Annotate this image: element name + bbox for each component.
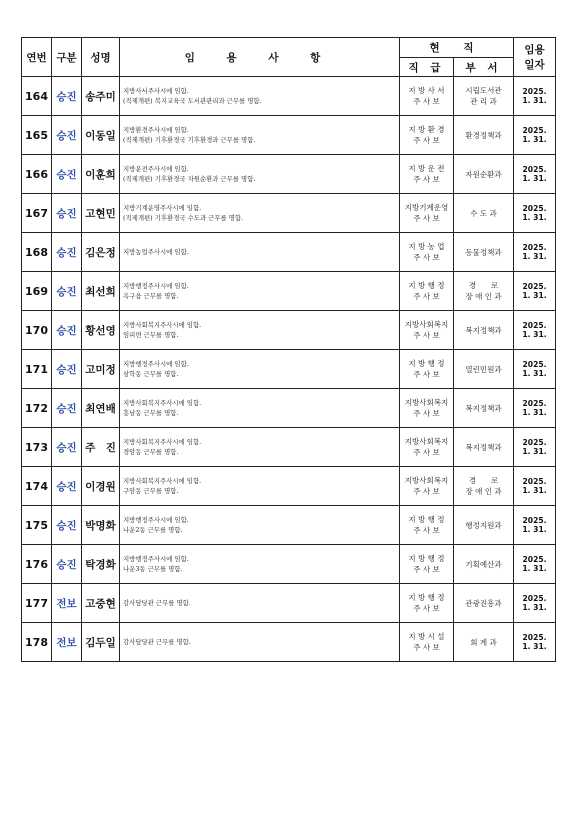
row-date: [514, 467, 556, 506]
row-date-line: 1. 31.: [522, 135, 547, 144]
row-grade-line: 주 사 보: [413, 331, 440, 340]
row-description: [120, 350, 400, 389]
table-row: [22, 77, 556, 116]
row-department: [454, 623, 514, 662]
row-kind: 승진: [52, 428, 82, 467]
row-name: 탁경화: [82, 545, 120, 584]
row-description-line: 옥구읍 근무를 명함.: [123, 292, 179, 300]
row-grade-line: 지 방 농 업: [408, 242, 445, 251]
row-description-line: 지방행정주사시에 임함.: [123, 282, 189, 290]
row-grade: [400, 116, 454, 155]
row-department: [454, 272, 514, 311]
row-date-line: 2025.: [522, 242, 547, 252]
header-dept: 부 서: [454, 58, 514, 77]
row-department-line: 열린민원과: [465, 364, 502, 374]
row-grade: [400, 545, 454, 584]
row-date-line: 2025.: [522, 281, 547, 291]
row-grade-line: 지방사회복지: [404, 437, 449, 446]
row-department-line: 행정지원과: [465, 520, 502, 530]
row-kind: 승진: [52, 116, 82, 155]
row-date: [514, 389, 556, 428]
row-department-line: 경 로: [468, 476, 499, 485]
row-number: 169: [22, 272, 52, 311]
row-description-line: 임피면 근무를 명함.: [123, 331, 179, 339]
row-department: [454, 545, 514, 584]
row-description-line: 지방사서주사시에 임함.: [123, 87, 189, 95]
row-grade-line: 지 방 행 정: [408, 593, 445, 602]
row-grade-line: 주 사 보: [413, 175, 440, 184]
row-date-line: 2025.: [522, 398, 547, 408]
table-row: [22, 623, 556, 662]
row-date-line: 2025.: [522, 359, 547, 369]
row-department-line: 수 도 과: [470, 208, 497, 218]
row-description: [120, 311, 400, 350]
row-grade-line: 주 사 보: [413, 526, 440, 535]
row-department-line: 동물정책과: [465, 247, 502, 257]
row-grade-line: 지 방 시 설: [408, 632, 445, 641]
row-grade-line: 주 사 보: [413, 604, 440, 613]
row-name: 송주미: [82, 77, 120, 116]
row-date: [514, 194, 556, 233]
row-department: [454, 584, 514, 623]
row-kind: 승진: [52, 77, 82, 116]
row-department-line: 시립도서관: [465, 86, 502, 95]
table-body: [22, 77, 556, 662]
row-department-line: 기획예산과: [465, 559, 502, 569]
row-kind: 승진: [52, 311, 82, 350]
row-grade-line: 주 사 보: [413, 448, 440, 457]
row-description-line: 삼학동 근무를 명함.: [123, 370, 179, 378]
row-name: 이동일: [82, 116, 120, 155]
row-kind: 승진: [52, 272, 82, 311]
row-grade-line: 지 방 행 정: [408, 281, 445, 290]
row-name: 고현민: [82, 194, 120, 233]
row-name: 최선희: [82, 272, 120, 311]
row-department: [454, 506, 514, 545]
row-description: [120, 77, 400, 116]
row-kind: 승진: [52, 545, 82, 584]
row-name: 최연배: [82, 389, 120, 428]
row-date-line: 2025.: [522, 515, 547, 525]
row-name: 이훈희: [82, 155, 120, 194]
row-department: [454, 428, 514, 467]
row-grade-line: 지 방 행 정: [408, 515, 445, 524]
row-date-line: 2025.: [522, 437, 547, 447]
row-date-line: 1. 31.: [522, 252, 547, 261]
header-date-top: 임용: [524, 44, 545, 56]
row-description: [120, 623, 400, 662]
row-kind: 승진: [52, 194, 82, 233]
row-department-line: 장 애 인 과: [465, 487, 502, 496]
row-name: 황선영: [82, 311, 120, 350]
row-description-line: 지방운전주사시에 임함.: [123, 165, 189, 173]
row-date-line: 1. 31.: [522, 174, 547, 183]
row-description: [120, 116, 400, 155]
row-date-line: 2025.: [522, 593, 547, 603]
row-grade: [400, 428, 454, 467]
header-date-bottom: 일자: [524, 59, 545, 71]
table-row: [22, 428, 556, 467]
row-date: [514, 623, 556, 662]
row-date-line: 1. 31.: [522, 96, 547, 105]
row-number: 164: [22, 77, 52, 116]
table-row: [22, 506, 556, 545]
row-description: [120, 194, 400, 233]
row-date-line: 2025.: [522, 476, 547, 486]
row-department: [454, 233, 514, 272]
row-number: 171: [22, 350, 52, 389]
row-grade-line: 주 사 보: [413, 409, 440, 418]
row-grade: [400, 389, 454, 428]
header-name: 성명: [82, 38, 120, 77]
row-grade-line: 주 사 보: [413, 643, 440, 652]
row-department: [454, 311, 514, 350]
row-description-line: (직제개편) 기후환경국 수도과 근무를 명함.: [123, 214, 244, 222]
row-description-line: 지방사회복지주사시에 임함.: [123, 399, 202, 407]
row-description-line: 흥남동 근무를 명함.: [123, 409, 179, 417]
row-department-line: 복지정책과: [465, 403, 502, 413]
row-date: [514, 545, 556, 584]
row-department: [454, 350, 514, 389]
header-date: [514, 38, 556, 77]
row-number: 166: [22, 155, 52, 194]
header-no: 연번: [22, 38, 52, 77]
table-row: [22, 272, 556, 311]
row-date-line: 1. 31.: [522, 447, 547, 456]
row-number: 174: [22, 467, 52, 506]
row-grade: [400, 77, 454, 116]
row-kind: 승진: [52, 155, 82, 194]
row-grade-line: 주 사 보: [413, 97, 440, 106]
table-row: [22, 350, 556, 389]
row-number: 168: [22, 233, 52, 272]
row-number: 175: [22, 506, 52, 545]
row-department-line: 경 로: [468, 281, 499, 290]
row-department-line: 복지정책과: [465, 442, 502, 452]
row-date: [514, 506, 556, 545]
row-description: [120, 155, 400, 194]
row-kind: 전보: [52, 623, 82, 662]
row-date-line: 2025.: [522, 203, 547, 213]
row-kind: 승진: [52, 467, 82, 506]
row-grade-line: 주 사 보: [413, 292, 440, 301]
row-department-line: 관광진흥과: [465, 598, 502, 608]
row-number: 176: [22, 545, 52, 584]
row-description: [120, 272, 400, 311]
row-date-line: 1. 31.: [522, 330, 547, 339]
row-description-line: 경암동 근무를 명함.: [123, 448, 179, 456]
row-description-line: 지방사회복지주사시에 임함.: [123, 321, 202, 329]
row-description-line: (직제개편) 복지교육국 도서관관리과 근무를 명함.: [123, 97, 262, 105]
row-number: 167: [22, 194, 52, 233]
row-date: [514, 428, 556, 467]
row-grade-line: 주 사 보: [413, 136, 440, 145]
row-description-line: 지방사회복지주사시에 임함.: [123, 477, 202, 485]
header-desc: 임 용 사 항: [120, 38, 400, 77]
row-description-line: 지방농업주사시에 임함.: [123, 248, 189, 256]
row-date: [514, 155, 556, 194]
row-description-line: 나운2동 근무를 명함.: [123, 526, 183, 534]
row-grade: [400, 233, 454, 272]
row-description-line: 구암동 근무를 명함.: [123, 487, 179, 495]
row-date: [514, 77, 556, 116]
table-row: [22, 155, 556, 194]
row-description-line: 지방행정주사시에 임함.: [123, 516, 189, 524]
row-description-line: 나운3동 근무를 명함.: [123, 565, 183, 573]
row-kind: 전보: [52, 584, 82, 623]
row-date-line: 2025.: [522, 632, 547, 642]
row-date-line: 1. 31.: [522, 291, 547, 300]
row-description: [120, 584, 400, 623]
row-number: 165: [22, 116, 52, 155]
row-description: [120, 467, 400, 506]
row-department-line: 회 계 과: [470, 637, 497, 647]
row-grade-line: 지방사회복지: [404, 476, 449, 485]
row-grade-line: 지 방 행 정: [408, 554, 445, 563]
row-date: [514, 350, 556, 389]
row-grade-line: 주 사 보: [413, 253, 440, 262]
row-description: [120, 506, 400, 545]
row-grade: [400, 311, 454, 350]
row-department-line: 복지정책과: [465, 325, 502, 335]
row-description-line: 지방사회복지주사시에 임함.: [123, 438, 202, 446]
table-row: [22, 389, 556, 428]
row-grade-line: 지 방 행 정: [408, 359, 445, 368]
row-grade: [400, 467, 454, 506]
row-kind: 승진: [52, 233, 82, 272]
row-date: [514, 233, 556, 272]
row-date: [514, 272, 556, 311]
row-number: 177: [22, 584, 52, 623]
row-date-line: 1. 31.: [522, 525, 547, 534]
table-row: [22, 194, 556, 233]
row-date-line: 2025.: [522, 320, 547, 330]
row-description-line: 지방행정주사시에 임함.: [123, 555, 189, 563]
row-description-line: (직제개편) 기후환경국 기후환경과 근무를 명함.: [123, 136, 256, 144]
row-number: 178: [22, 623, 52, 662]
row-name: 고미정: [82, 350, 120, 389]
row-number: 173: [22, 428, 52, 467]
row-department-line: 관 리 과: [470, 97, 497, 106]
table-row: [22, 584, 556, 623]
row-grade-line: 주 사 보: [413, 487, 440, 496]
row-kind: 승진: [52, 350, 82, 389]
row-date-line: 1. 31.: [522, 642, 547, 651]
row-description: [120, 428, 400, 467]
row-description-line: 지방기계운영주사시에 임함.: [123, 204, 202, 212]
table-row: [22, 467, 556, 506]
row-date: [514, 584, 556, 623]
appointment-table: [21, 37, 556, 662]
row-number: 172: [22, 389, 52, 428]
row-description-line: 지방행정주사시에 임함.: [123, 360, 189, 368]
table-row: [22, 233, 556, 272]
row-grade: [400, 272, 454, 311]
row-name: 박명화: [82, 506, 120, 545]
row-grade-line: 주 사 보: [413, 370, 440, 379]
row-department: [454, 194, 514, 233]
row-department: [454, 389, 514, 428]
row-kind: 승진: [52, 389, 82, 428]
row-description-line: 감사담당관 근무를 명함.: [123, 638, 191, 646]
row-date-line: 2025.: [522, 554, 547, 564]
row-grade-line: 지 방 환 경: [408, 125, 445, 134]
row-name: 김두일: [82, 623, 120, 662]
row-grade-line: 주 사 보: [413, 214, 440, 223]
row-department-line: 환경정책과: [465, 130, 502, 140]
row-date: [514, 311, 556, 350]
row-grade: [400, 194, 454, 233]
row-date-line: 1. 31.: [522, 213, 547, 222]
row-name: 고중현: [82, 584, 120, 623]
row-name: 이경원: [82, 467, 120, 506]
row-grade: [400, 623, 454, 662]
row-description: [120, 389, 400, 428]
header-kind: 구분: [52, 38, 82, 77]
row-kind: 승진: [52, 506, 82, 545]
row-description-line: 감사담당관 근무를 명함.: [123, 599, 191, 607]
row-grade: [400, 584, 454, 623]
row-description-line: 지방환경주사시에 임함.: [123, 126, 189, 134]
row-department-line: 자원순환과: [465, 169, 502, 179]
row-grade-line: 지 방 사 서: [408, 86, 445, 95]
row-date-line: 1. 31.: [522, 486, 547, 495]
row-department: [454, 116, 514, 155]
row-name: 주 진: [82, 428, 120, 467]
row-grade-line: 지방사회복지: [404, 320, 449, 329]
header-grade: 직 급: [400, 58, 454, 77]
row-department-line: 장 애 인 과: [465, 292, 502, 301]
row-date-line: 2025.: [522, 164, 547, 174]
row-date-line: 1. 31.: [522, 564, 547, 573]
row-date-line: 1. 31.: [522, 369, 547, 378]
row-name: 김은정: [82, 233, 120, 272]
row-grade: [400, 155, 454, 194]
row-date: [514, 116, 556, 155]
row-grade: [400, 350, 454, 389]
row-description-line: (직제개편) 기후환경국 자원순환과 근무를 명함.: [123, 175, 256, 183]
row-date-line: 1. 31.: [522, 603, 547, 612]
row-grade-line: 지방기계운영: [404, 203, 449, 212]
row-date-line: 2025.: [522, 125, 547, 135]
header-current: 현 직: [400, 38, 514, 58]
row-date-line: 1. 31.: [522, 408, 547, 417]
row-number: 170: [22, 311, 52, 350]
row-description: [120, 233, 400, 272]
row-grade-line: 주 사 보: [413, 565, 440, 574]
row-grade-line: 지방사회복지: [404, 398, 449, 407]
row-date-line: 2025.: [522, 86, 547, 96]
row-department: [454, 77, 514, 116]
row-department: [454, 155, 514, 194]
row-grade: [400, 506, 454, 545]
table-row: [22, 311, 556, 350]
table-row: [22, 116, 556, 155]
row-description: [120, 545, 400, 584]
row-department: [454, 467, 514, 506]
table-row: [22, 545, 556, 584]
row-grade-line: 지 방 운 전: [408, 164, 445, 173]
